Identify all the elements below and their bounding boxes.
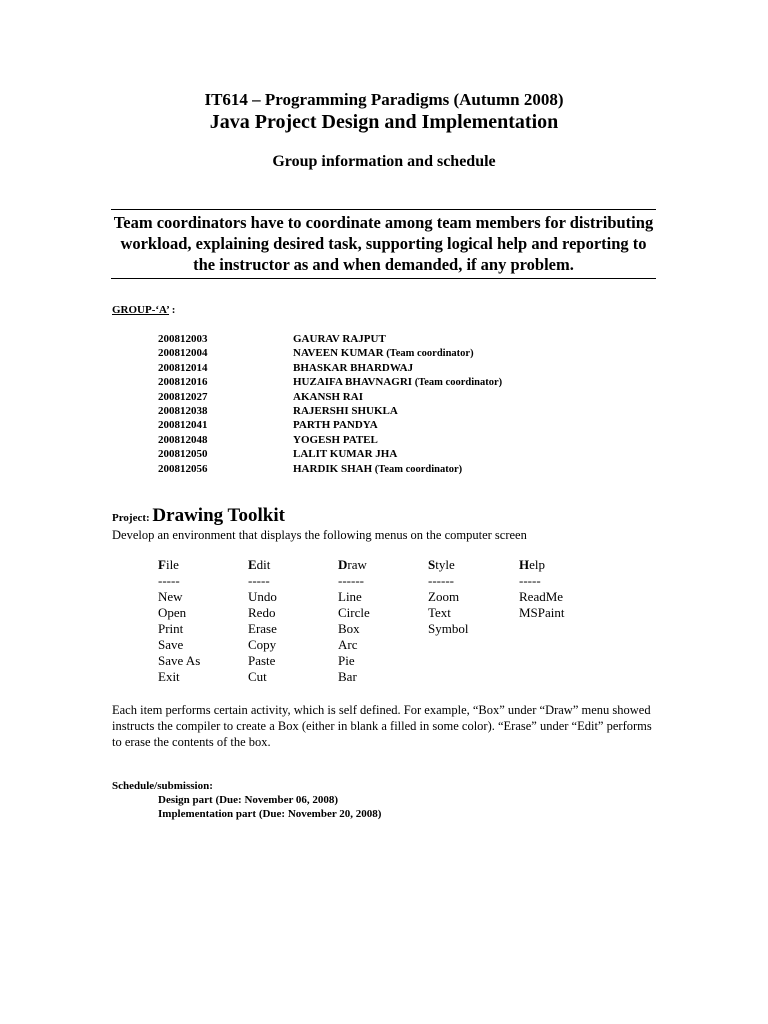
member-row — [158, 404, 502, 418]
member-name: YOGESH PATEL — [293, 433, 378, 446]
menu-heading-rest: tyle — [435, 557, 455, 572]
menu-item: Save As — [158, 653, 201, 668]
member-role: (Team coordinator) — [383, 348, 474, 360]
member-list — [158, 332, 502, 476]
menu-item: Undo — [248, 589, 277, 604]
menu-item: Bar — [338, 669, 357, 684]
document-subtitle: Group information and schedule — [272, 153, 496, 170]
member-role: (Team coordinator) — [372, 463, 463, 475]
menu-item: Print — [158, 621, 184, 636]
member-row — [158, 462, 502, 476]
member-name: HARDIK SHAH — [293, 462, 373, 475]
schedule-title: Schedule/submission: — [112, 780, 213, 792]
member-id: 200812003 — [158, 333, 208, 345]
group-name: GROUP-‘A’ — [112, 304, 170, 316]
document-title: Java Project Design and Implementation — [209, 111, 559, 133]
member-id: 200812056 — [158, 462, 208, 475]
project-label: Project: — [112, 512, 153, 524]
menu-column — [338, 557, 370, 685]
menu-column — [158, 557, 200, 685]
menu-column — [519, 557, 565, 621]
menu-divider: ------ — [338, 573, 364, 588]
menu-item: Exit — [158, 669, 180, 684]
menu-divider: ------ — [428, 573, 454, 588]
menu-item: Copy — [248, 637, 277, 652]
menu-heading-initial: E — [248, 557, 257, 572]
member-row — [158, 390, 502, 404]
member-role: (Team coordinator) — [412, 377, 503, 389]
menu-item: Save — [158, 637, 184, 652]
project-heading — [112, 505, 285, 527]
member-id: 200812048 — [158, 433, 208, 446]
member-id: 200812038 — [158, 404, 208, 417]
menu-item: New — [158, 589, 183, 604]
menu-item: Redo — [248, 605, 276, 620]
menu-heading — [519, 557, 565, 573]
menu-item: MSPaint — [519, 605, 565, 620]
course-title: IT614 – Programming Paradigms (Autumn 2008) — [204, 90, 564, 109]
menu-item: Text — [428, 605, 451, 620]
member-name: LALIT KUMAR JHA — [293, 448, 398, 461]
menu-item: Paste — [248, 653, 276, 668]
menu-heading-initial: S — [428, 557, 436, 572]
member-row — [158, 433, 502, 447]
menu-item: Erase — [248, 621, 277, 636]
menu-divider: ----- — [158, 573, 180, 588]
member-row — [158, 447, 502, 461]
member-id: 200812014 — [158, 361, 208, 374]
menu-divider: ----- — [248, 573, 270, 588]
menu-column — [248, 557, 277, 685]
menu-heading-initial: F — [158, 557, 166, 572]
member-row — [158, 346, 502, 360]
member-name: HUZAIFA BHAVNAGRI — [293, 376, 413, 389]
member-name: BHASKAR BHARDWAJ — [293, 361, 414, 374]
menu-item: Open — [158, 605, 187, 620]
menu-item: Zoom — [428, 589, 460, 604]
menu-column — [428, 557, 468, 637]
menu-divider: ----- — [519, 573, 541, 588]
menu-heading — [158, 557, 200, 573]
menu-heading — [248, 557, 277, 573]
menu-heading-initial: D — [338, 557, 348, 572]
menu-item: ReadMe — [519, 589, 564, 604]
member-name: AKANSH RAI — [293, 390, 363, 403]
menu-item: Box — [338, 621, 360, 636]
member-row — [158, 418, 502, 432]
member-id: 200812050 — [158, 448, 208, 461]
menu-heading — [428, 557, 468, 573]
member-id: 200812027 — [158, 390, 208, 403]
menu-item: Cut — [248, 669, 267, 684]
member-id: 200812016 — [158, 376, 208, 389]
menu-item: Circle — [338, 605, 370, 620]
member-id: 200812041 — [158, 419, 208, 432]
schedule-section — [112, 779, 381, 821]
member-row — [158, 332, 502, 346]
schedule-item-design: Design part (Due: November 06, 2008) — [158, 794, 339, 806]
member-name: PARTH PANDYA — [293, 419, 378, 432]
menu-heading — [338, 557, 370, 573]
menu-item: Pie — [338, 653, 355, 668]
menu-heading-rest: elp — [529, 557, 546, 572]
menu-explanation: Each item performs certain activity, which is self defined. For example, “Box” under “Draw” menu showed instructs the compiler to create a Box (either in blank a filled in some color). “Erase” under “Edit” performs to erase the contents of the box. — [112, 703, 652, 749]
member-name: GAURAV RAJPUT — [293, 333, 386, 345]
menu-item: Arc — [338, 637, 358, 652]
menu-item: Symbol — [428, 621, 469, 636]
member-name: NAVEEN KUMAR — [293, 347, 384, 360]
member-name: RAJERSHI SHUKLA — [293, 404, 398, 417]
project-description: Develop an environment that displays the following menus on the computer screen — [112, 528, 527, 542]
menu-heading-rest: ile — [165, 557, 179, 572]
group-label — [112, 303, 175, 317]
member-id: 200812004 — [158, 347, 208, 360]
member-row — [158, 361, 502, 375]
coordinator-notice: Team coordinators have to coordinate among team members for distributing workload, explaining desired task, supporting logical help and reporting to the instructor as and when demanded, if any problem. — [111, 209, 656, 279]
menu-heading-initial: H — [519, 557, 530, 572]
group-label-suffix: : — [169, 304, 176, 316]
project-name: Drawing Toolkit — [152, 505, 285, 526]
menu-heading-rest: raw — [347, 557, 367, 572]
member-row — [158, 375, 502, 389]
menu-item: Line — [338, 589, 362, 604]
menu-heading-rest: dit — [256, 557, 271, 572]
schedule-item-implementation: Implementation part (Due: November 20, 2008) — [158, 808, 382, 820]
